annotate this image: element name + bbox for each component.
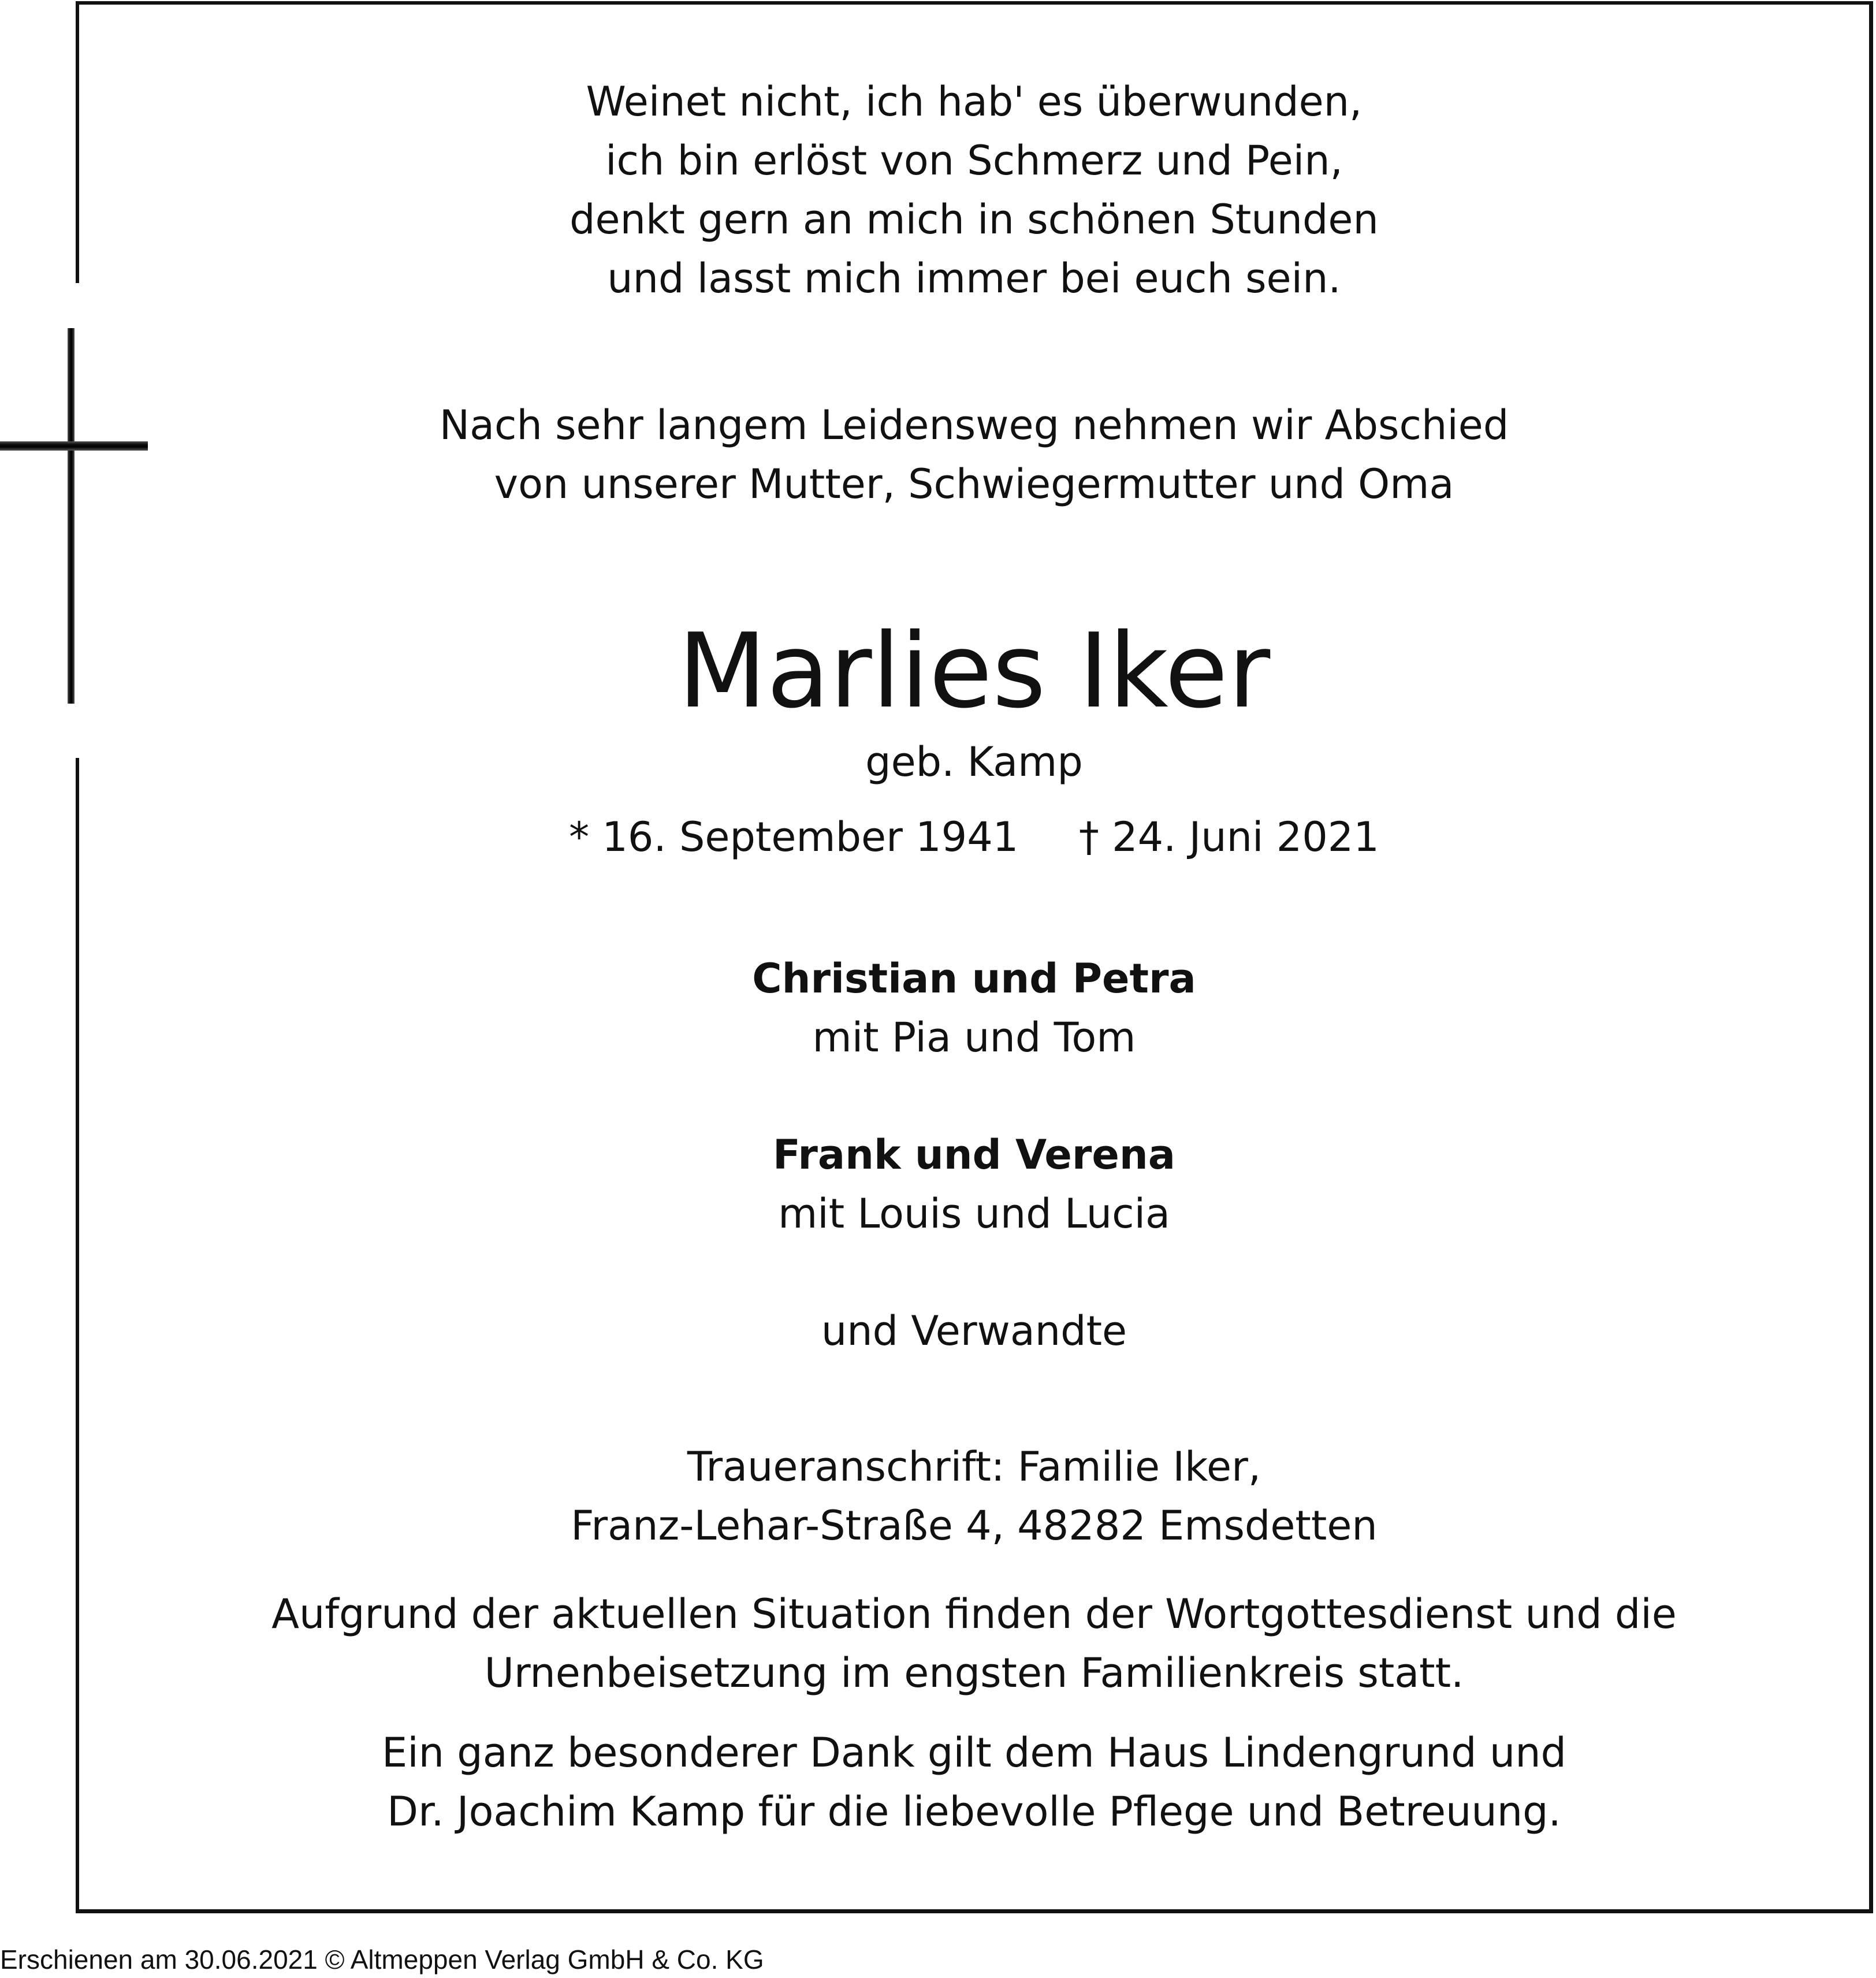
intro-line: von unserer Mutter, Schwiegermutter und Oma (494, 460, 1454, 508)
thanks-line: Ein ganz besonderer Dank gilt dem Haus Lindengrund und (382, 1729, 1566, 1776)
notice-line: Aufgrund der aktuellen Situation finden der Wortgottesdienst und die (271, 1590, 1677, 1638)
birth-name: geb. Kamp (865, 738, 1083, 786)
mourner-names: Christian und Petra (752, 955, 1196, 1002)
address-line: Traueranschrift: Familie Iker, (687, 1443, 1261, 1490)
mourner-children: mit Pia und Tom (812, 1014, 1136, 1061)
poem-line: Weinet nicht, ich hab' es überwunden, (586, 78, 1363, 125)
relatives: und Verwandte (821, 1307, 1127, 1355)
service-notice (79, 1585, 1869, 1702)
death-date: 24. Juni 2021 (1112, 813, 1379, 861)
poem (79, 72, 1869, 308)
frame-bottom-border (76, 1909, 1873, 1913)
obituary-content (79, 5, 1869, 1909)
thanks-line: Dr. Joachim Kamp für die liebevolle Pflege und Betreuung. (387, 1788, 1561, 1835)
address-line: Franz-Lehar-Straße 4, 48282 Emsdetten (571, 1502, 1378, 1549)
poem-line: ich bin erlöst von Schmerz und Pein, (605, 137, 1343, 184)
birth-symbol: * (569, 813, 590, 861)
farewell-intro (79, 396, 1869, 514)
deceased-name: Marlies Iker (678, 611, 1271, 731)
intro-line: Nach sehr langem Leidensweg nehmen wir Abschied (439, 401, 1509, 449)
mourning-address (79, 1437, 1869, 1555)
mourner-names: Frank und Verena (773, 1131, 1175, 1178)
thanks-note (79, 1723, 1869, 1841)
mourner-children: mit Louis und Lucia (778, 1190, 1170, 1237)
publication-footer: Erschienen am 30.06.2021 © Altmeppen Verlag GmbH & Co. KG (0, 1944, 764, 1975)
mourner-family (79, 1125, 1869, 1243)
poem-line: denkt gern an mich in schönen Stunden (570, 196, 1379, 243)
cross-vertical-beam (68, 328, 75, 704)
birth-date: 16. September 1941 (602, 813, 1019, 861)
frame-right-border (1869, 1, 1873, 1913)
notice-line: Urnenbeisetzung im engsten Familienkreis statt. (484, 1649, 1464, 1697)
mourner-family (79, 949, 1869, 1067)
life-dates (79, 808, 1869, 867)
death-symbol: † (1078, 813, 1099, 861)
poem-line: und lasst mich immer bei euch sein. (607, 255, 1341, 302)
